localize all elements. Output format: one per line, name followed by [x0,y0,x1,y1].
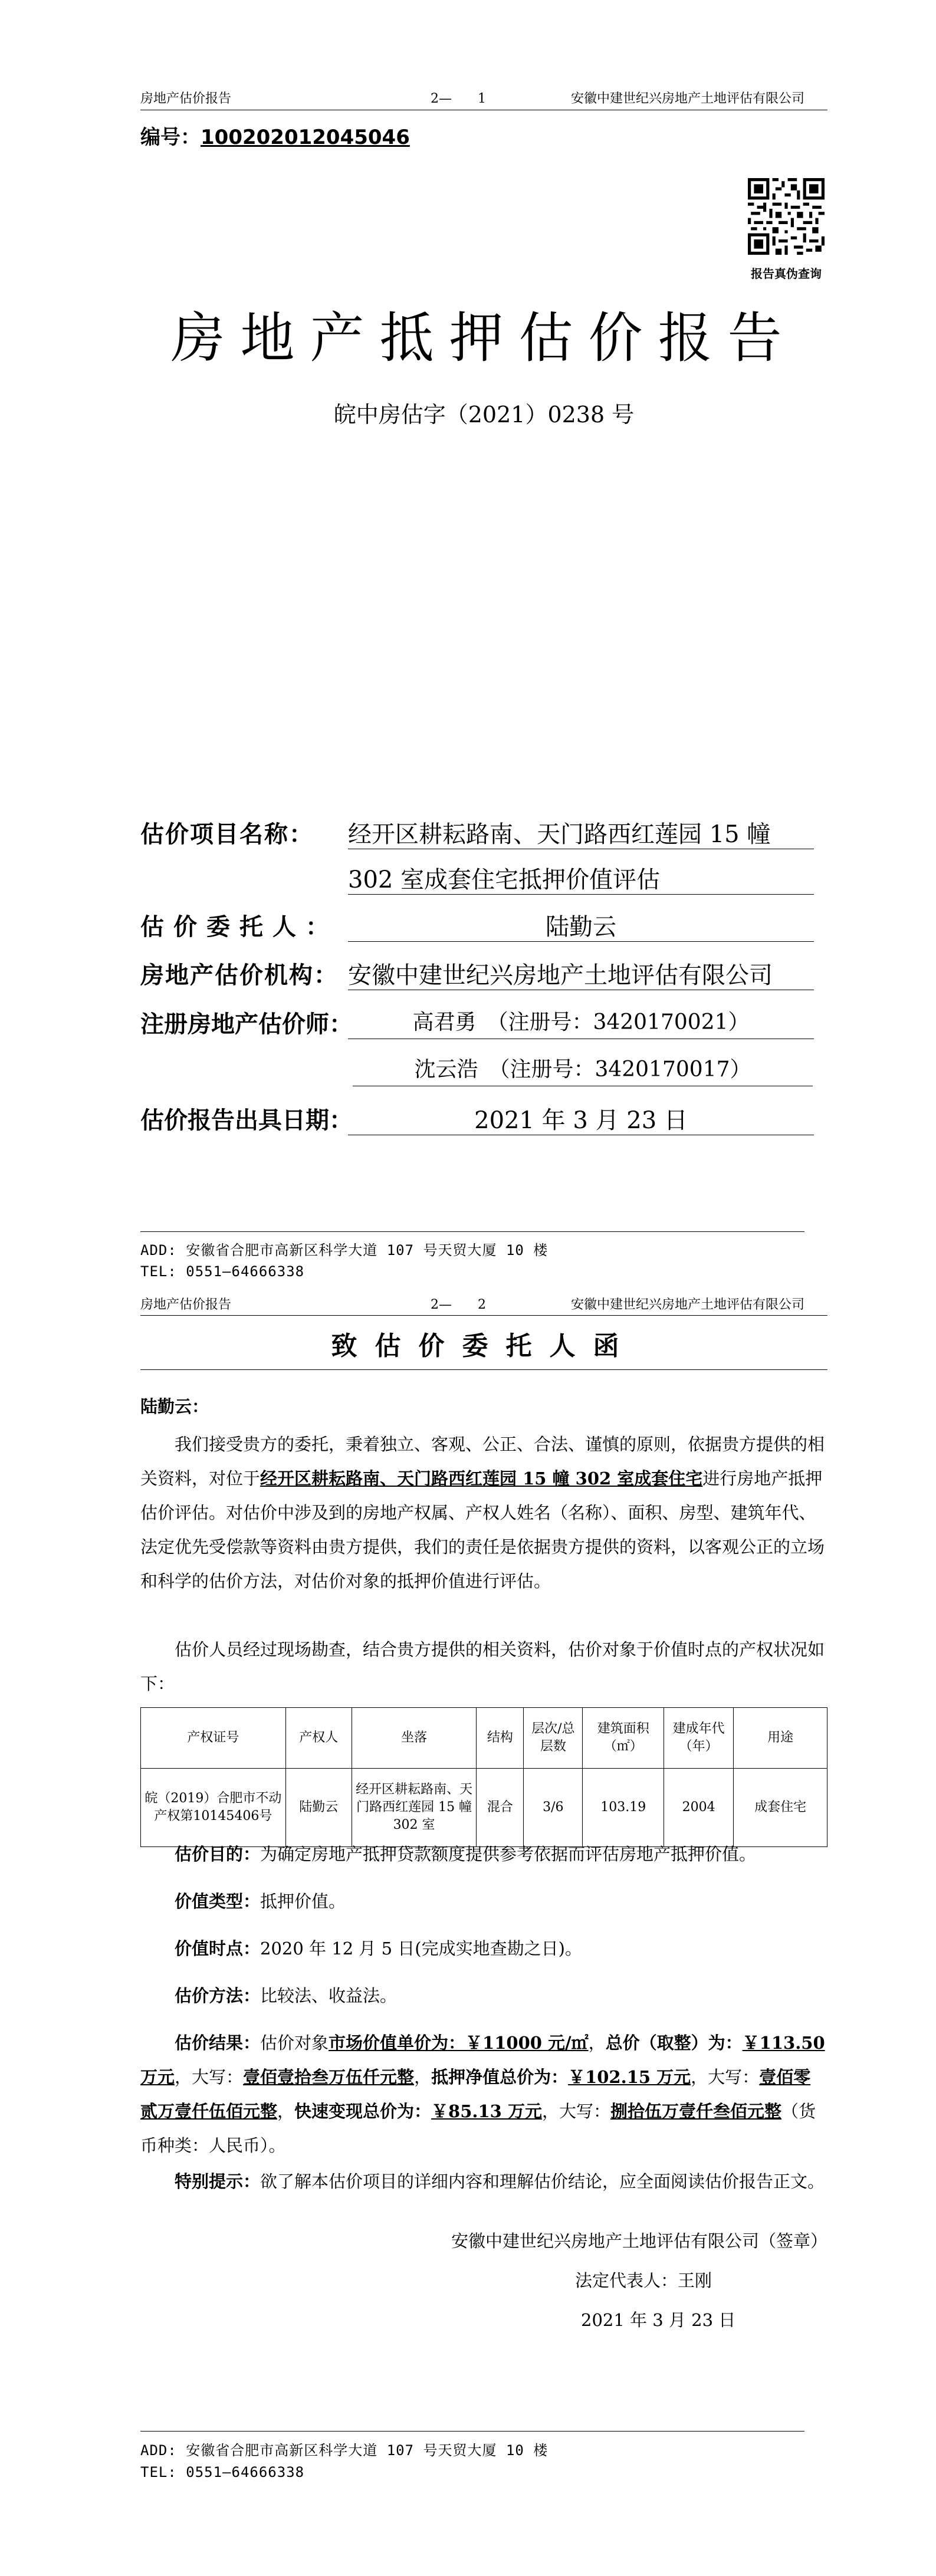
field-agency [140,957,827,994]
purpose-label: 估价目的： [175,1844,261,1864]
property-table [140,1707,827,1847]
paragraph-intro [140,1427,827,1598]
field-project-line1: 经开区耕耘路南、天门路西红莲园 15 幢 [348,816,814,849]
page-header-right: 安徽中建世纪兴房地产土地评估有限公司 [571,91,805,106]
table-header: 建筑面积（㎡） [583,1708,664,1769]
result-total-value: ￥113.50 万元 [140,2033,825,2087]
field-date [140,1102,827,1139]
result-paragraph [140,2026,827,2163]
value-type-value: 抵押价值。 [260,1891,346,1911]
field-project-line2: 302 室成套住宅抵押价值评估 [348,861,814,895]
result-text: （货币种类：人民币）。 [140,2101,816,2156]
page-header-right: 安徽中建世纪兴房地产土地评估有限公司 [571,1297,805,1312]
result-quick-label: 快速变现总价为： [294,2101,432,2121]
result-unit-price: 市场价值单价为：￥11000 元/㎡ [329,2033,589,2053]
table-cell-structure: 混合 [477,1769,524,1847]
serial-label: 编号： [140,126,201,149]
field-appraiser-cont [140,1053,827,1090]
field-project [140,816,827,853]
result-text: ，大写： [175,2067,244,2087]
field-client-value: 陆勤云 [348,908,814,942]
value-time-line [140,1931,827,1966]
paragraph-status: 估价人员经过现场勘查，结合贵方提供的相关资料，估价对象于价值时点的产权状况如下： [140,1639,825,1694]
qr-caption: 报告真伪查询 [751,267,822,281]
footer-tel: TEL: 0551—64666338 [140,1263,305,1280]
table-header-row [141,1708,827,1769]
table-cell-cert-no: 皖（2019）合肥市不动产权第10145406号 [141,1769,286,1847]
value-type-line [140,1884,827,1918]
footer-address: ADD: 安徽省合肥市高新区科学大道 107 号天贸大厦 10 楼 [140,2442,549,2459]
result-net-value: ￥102.15 万元 [568,2067,691,2087]
footer-divider [140,2431,804,2432]
qr-code-icon[interactable] [748,178,825,255]
page-header-left: 房地产估价报告 [140,1297,232,1312]
method-label: 估价方法： [175,1986,261,2006]
result-text: ，大写： [541,2101,610,2121]
page-header-left: 房地产估价报告 [140,91,232,106]
table-cell-use: 成套住宅 [734,1769,827,1847]
result-net-words: 壹佰零贰万壹仟伍佰元整 [140,2067,811,2121]
table-cell-owner: 陆勤云 [285,1769,352,1847]
notice-paragraph [140,2164,827,2199]
field-client-label: 估价委托人： [140,913,339,941]
table-cell-year: 2004 [664,1769,734,1847]
purpose-line [140,1837,827,1871]
table-header: 结构 [477,1708,524,1769]
intro-text-b: 进行房地产抵押估价评估。对估价中涉及到的房地产权属、产权人姓名（名称）、面积、房型、建筑年代、法定优先受偿款等资料由贵方提供，我们的责任是依据贵方提供的资料，以客观公正的立场和科学的估价方法，对估价对象的抵押价值进行评估。 [140,1468,825,1591]
footer-address: ADD: 安徽省合肥市高新区科学大道 107 号天贸大厦 10 楼 [140,1242,549,1259]
table-row [141,1769,827,1847]
field-agency-label: 房地产估价机构： [140,961,339,989]
table-cell-floor: 3/6 [524,1769,583,1847]
salutation: 陆勤云： [140,1397,209,1417]
document-number: 皖中房估字（2021）0238 号 [333,402,635,428]
title-divider [140,1369,827,1370]
method-value: 比较法、收益法。 [260,1986,398,2006]
result-net-label: 抵押净值总价为： [431,2067,569,2087]
result-text: ，大写： [691,2067,760,2087]
result-text: 估价对象 [260,2033,329,2053]
field-agency-value: 安徽中建世纪兴房地产土地评估有限公司 [348,957,814,990]
letter-title: 致估价委托人函 [331,1331,637,1361]
result-label: 估价结果： [175,2033,261,2053]
table-cell-location: 经开区耕耘路南、天门路西红莲园 15 幢 302 室 [352,1769,477,1847]
field-date-label: 估价报告出具日期： [140,1106,353,1134]
page-header-page-mark: 2— 1 [431,91,486,106]
intro-text-a: 我们接受贵方的委托，秉着独立、客观、公正、合法、谨慎的原则，依据贵方提供的相关资料，对位于 [140,1434,825,1489]
result-total-label: 总价（取整）为： [605,2033,743,2053]
field-appraiser-label: 注册房地产估价师： [140,1010,353,1038]
serial-number [140,121,410,150]
result-quick-value: ￥85.13 万元 [431,2101,542,2121]
value-type-label: 价值类型： [175,1891,261,1911]
field-appraiser [140,1006,827,1043]
value-time-value: 2020 年 12 月 5 日(完成实地查勘之日)。 [260,1938,582,1959]
table-header: 层次/总层数 [524,1708,583,1769]
method-line [140,1979,827,2013]
signature-company: 安徽中建世纪兴房地产土地评估有限公司（签章） [451,2231,827,2251]
signature-representative: 法定代表人：王刚 [575,2271,712,2291]
field-date-value: 2021 年 3 月 23 日 [348,1102,814,1135]
purpose-value: 为确定房地产抵押贷款额度提供参考依据而评估房地产抵押价值。 [260,1844,757,1864]
value-time-label: 价值时点： [175,1938,261,1959]
table-header: 用途 [734,1708,827,1769]
field-appraiser-1: 高君勇 （注册号：3420170021） [348,1006,814,1039]
footer-divider [140,1231,804,1232]
result-text: ， [588,2033,606,2053]
field-client [140,908,827,946]
signature-date: 2021 年 3 月 23 日 [581,2310,736,2330]
report-title: 房地产抵押估价报告 [170,307,797,370]
table-cell-area: 103.19 [583,1769,664,1847]
notice-value: 欲了解本估价项目的详细内容和理解估价结论，应全面阅读估价报告正文。 [260,2171,825,2191]
result-total-words: 壹佰壹拾叁万伍仟元整 [243,2067,415,2087]
result-text: ， [277,2101,295,2121]
table-header: 产权证号 [141,1708,286,1769]
serial-value: 100202012045046 [201,126,410,149]
intro-property: 经开区耕耘路南、天门路西红莲园 15 幢 302 室成套住宅 [260,1468,703,1489]
footer-tel: TEL: 0551—64666338 [140,2464,305,2480]
result-quick-words: 捌拾伍万壹仟叁佰元整 [610,2101,781,2121]
page-header-page-mark: 2— 2 [431,1297,486,1312]
table-header: 坐落 [352,1708,477,1769]
notice-label: 特别提示： [175,2171,261,2191]
result-text: ， [414,2067,432,2087]
table-header: 建成年代（年） [664,1708,734,1769]
field-project-label: 估价项目名称： [140,820,314,848]
field-appraiser-2: 沈云浩 （注册号：3420170017） [353,1053,813,1086]
header-divider [140,1315,827,1316]
field-project-cont [140,861,827,899]
table-header: 产权人 [285,1708,352,1769]
